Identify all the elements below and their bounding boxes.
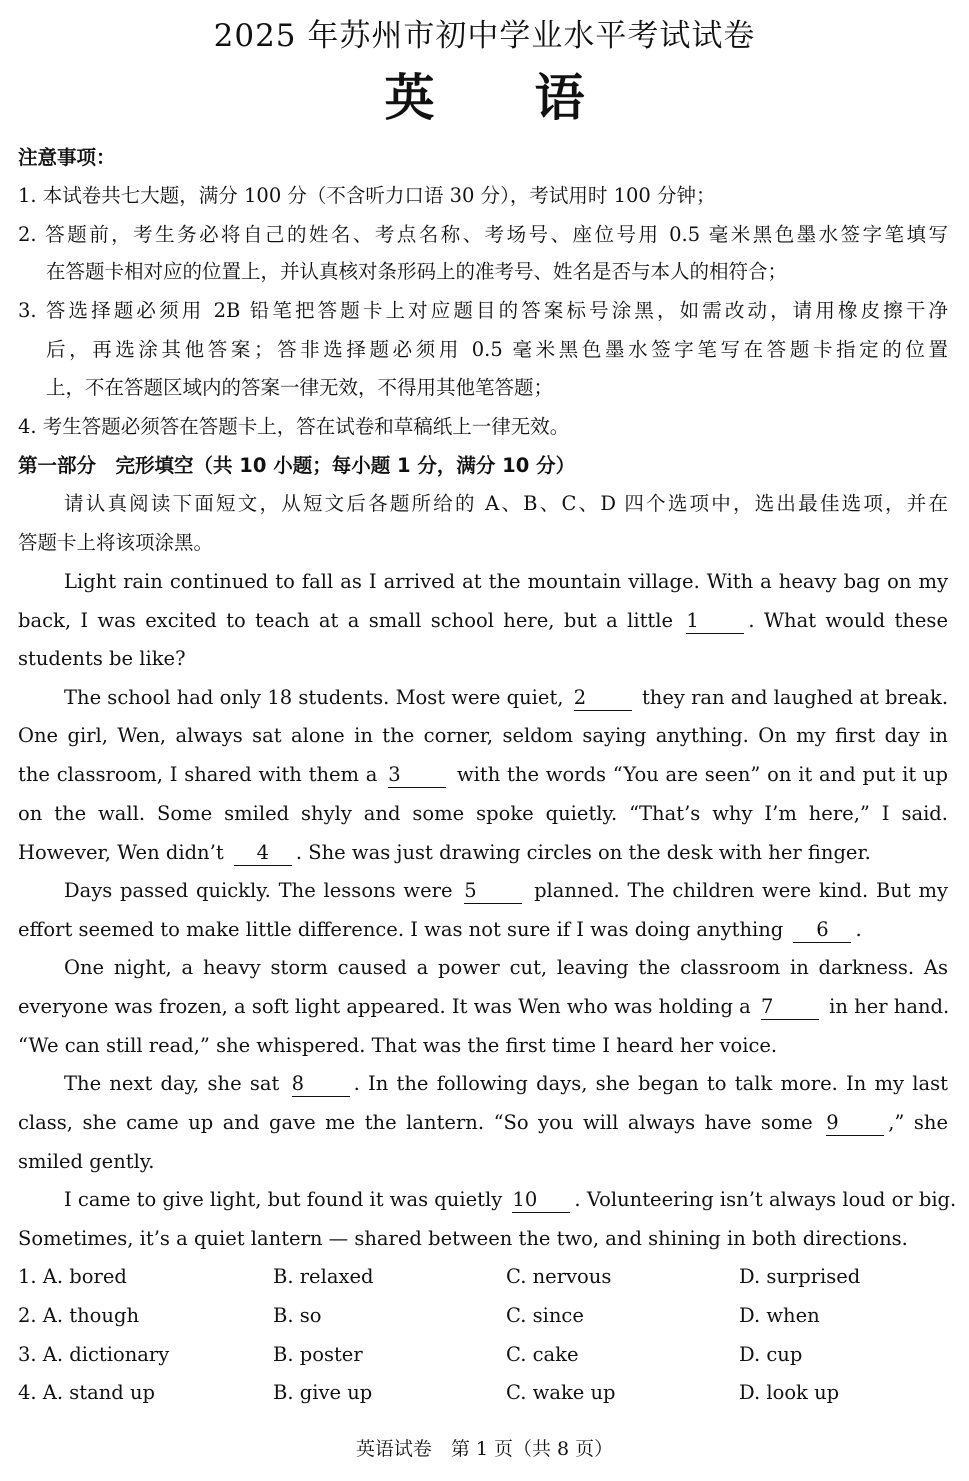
passage-line: “We can still read,” she whispered. That was the first time I heard her voice. — [18, 1034, 778, 1057]
option-row-4 — [18, 1378, 948, 1408]
blank-1: 1 — [686, 609, 744, 634]
notes-heading: 注意事项： — [18, 146, 116, 169]
blank-4: 4 — [234, 841, 292, 866]
passage-line: I came to give light, but found it was quietly 10 . Volunteering isn’t always loud or big. — [64, 1188, 957, 1211]
passage-line: class, she came up and gave me the lantern. “So you will always have some 9 ,” she — [18, 1111, 948, 1134]
subject-char-left: 英 — [384, 69, 435, 127]
passage-line: Light rain continued to fall as I arrived at the mountain village. With a heavy bag on my — [64, 570, 948, 593]
option-a: 4. A. stand up — [18, 1381, 156, 1404]
option-b: B. give up — [273, 1381, 373, 1404]
passage-line: everyone was frozen, a soft light appeared. It was Wen who was holding a 7 in her hand. — [18, 995, 950, 1018]
option-d: D. look up — [739, 1381, 840, 1404]
option-row-2 — [18, 1301, 948, 1331]
option-d: D. cup — [739, 1343, 803, 1366]
option-b: B. so — [273, 1304, 322, 1327]
option-row-1 — [18, 1262, 948, 1292]
passage-line: Days passed quickly. The lessons were 5 planned. The children were kind. But my — [64, 879, 948, 902]
blank-9: 9 — [826, 1111, 884, 1136]
option-c: C. nervous — [506, 1265, 612, 1288]
option-c: C. wake up — [506, 1381, 616, 1404]
note-item-1: 1. 本试卷共七大题，满分 100 分（不含听力口语 30 分），考试用时 100 分钟； — [18, 184, 716, 207]
option-b: B. poster — [273, 1343, 363, 1366]
blank-10: 10 — [512, 1188, 570, 1213]
blank-8: 8 — [292, 1072, 350, 1097]
passage-line: effort seemed to make little difference. I was not sure if I was doing anything 6 . — [18, 918, 862, 941]
blank-5: 5 — [464, 879, 522, 904]
option-row-3 — [18, 1340, 948, 1370]
part1-instruction-cont: 答题卡上将该项涂黑。 — [18, 531, 214, 554]
option-b: B. relaxed — [273, 1265, 374, 1288]
option-a: 3. A. dictionary — [18, 1343, 170, 1366]
passage-line: One girl, Wen, always sat alone in the corner, seldom saying anything. On my first day in — [18, 724, 948, 747]
passage-line: students be like? — [18, 647, 186, 670]
passage-line: Sometimes, it’s a quiet lantern — shared between the two, and shining in both directions. — [18, 1227, 908, 1250]
blank-6: 6 — [793, 918, 851, 943]
option-a: 1. A. bored — [18, 1265, 127, 1288]
blank-2: 2 — [574, 686, 632, 711]
option-c: C. since — [506, 1304, 584, 1327]
blank-7: 7 — [761, 995, 819, 1020]
part1-heading: 第一部分 完形填空（共 10 小题；每小题 1 分，满分 10 分） — [18, 454, 576, 477]
subject-char-right: 语 — [534, 69, 585, 127]
exam-title: 2025 年苏州市初中学业水平考试试卷 — [213, 18, 756, 54]
passage-line: smiled gently. — [18, 1150, 155, 1173]
note-item-3: 3. 答选择题必须用 2B 铅笔把答题卡上对应题目的答案标号涂黑，如需改动，请用橡皮擦干净 — [18, 299, 948, 322]
option-d: D. surprised — [739, 1265, 861, 1288]
passage-line: However, Wen didn’t 4 . She was just drawing circles on the desk with her finger. — [18, 841, 871, 864]
note-item-4: 4. 考生答题必须答在答题卡上，答在试卷和草稿纸上一律无效。 — [18, 415, 570, 438]
option-a: 2. A. though — [18, 1304, 140, 1327]
passage-line: The school had only 18 students. Most were quiet, 2 they ran and laughed at break. — [64, 686, 949, 709]
page-footer: 英语试卷 第 1 页（共 8 页） — [355, 1438, 614, 1460]
passage-line: the classroom, I shared with them a 3 with the words “You are seen” on it and put it up — [18, 763, 948, 786]
passage-line: One night, a heavy storm caused a power cut, leaving the classroom in darkness. As — [64, 956, 948, 979]
note-item-2-cont: 在答题卡相对应的位置上，并认真核对条形码上的准考号、姓名是否与本人的相符合； — [46, 260, 788, 283]
subject-title — [0, 66, 969, 130]
passage-line: back, I was excited to teach at a small school here, but a little 1 . What would these — [18, 609, 948, 632]
part1-instruction: 请认真阅读下面短文，从短文后各题所给的 A、B、C、D 四个选项中，选出最佳选项，并在 — [64, 492, 948, 515]
option-c: C. cake — [506, 1343, 579, 1366]
passage-line: The next day, she sat 8 . In the following days, she began to talk more. In my last — [64, 1072, 949, 1095]
passage-line: on the wall. Some smiled shyly and some spoke quietly. “That’s why I’m here,” I said. — [18, 802, 948, 825]
note-item-3-cont: 后，再选涂其他答案；答非选择题必须用 0.5 毫米黑色墨水签字笔写在答题卡指定的位置 — [46, 338, 948, 361]
note-item-3-cont2: 上，不在答题区域内的答案一律无效，不得用其他笔答题； — [46, 376, 554, 399]
blank-3: 3 — [388, 763, 446, 788]
note-item-2: 2. 答题前，考生务必将自己的姓名、考点名称、考场号、座位号用 0.5 毫米黑色墨水签字笔填写 — [18, 223, 948, 246]
option-d: D. when — [739, 1304, 820, 1327]
